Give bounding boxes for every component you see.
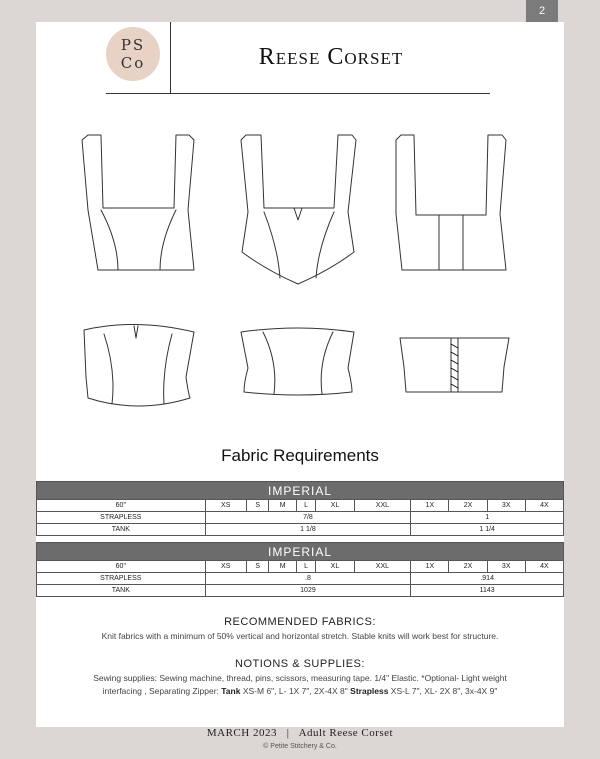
- plus-size-value: .914: [411, 573, 564, 585]
- standard-size-value: 1 1/8: [205, 524, 411, 536]
- copyright-text: © Petite Stitchery & Co.: [263, 743, 337, 750]
- col-header: 60": [37, 500, 206, 512]
- table-row: [37, 585, 564, 597]
- footer-product: Adult Reese Corset: [298, 727, 394, 739]
- notions-line-1: Sewing supplies: Sewing machine, thread, pins, scissors, measuring tape. 1/4" Elastic. *Optional- Light weight: [93, 673, 507, 683]
- col-header: XL: [316, 561, 354, 573]
- fabric-table-2: [36, 542, 564, 597]
- col-header: L: [296, 500, 316, 512]
- tank-front-illustration: [82, 135, 194, 270]
- col-header: S: [246, 500, 269, 512]
- row-label: TANK: [37, 585, 206, 597]
- tank-back-illustration: [241, 135, 356, 284]
- page-title: Reese Corset: [258, 44, 404, 70]
- strapless-zipper-illustration: [400, 338, 509, 392]
- standard-size-value: 1029: [205, 585, 411, 597]
- table-row: [37, 524, 564, 536]
- col-header: 60": [37, 561, 206, 573]
- row-label: TANK: [37, 524, 206, 536]
- logo-line-1: PS: [120, 36, 146, 54]
- strapless-label: Strapless: [350, 686, 389, 696]
- plus-size-value: 1: [411, 512, 564, 524]
- col-header: 4X: [525, 561, 563, 573]
- plus-size-value: 1 1/4: [411, 524, 564, 536]
- col-header: 3X: [487, 561, 525, 573]
- row-label: STRAPLESS: [37, 512, 206, 524]
- col-header: 4X: [525, 500, 563, 512]
- strapless-back-illustration: [241, 328, 354, 395]
- standard-size-value: 7/8: [205, 512, 411, 524]
- col-header: 1X: [411, 561, 449, 573]
- table-row: [37, 573, 564, 585]
- col-header: XS: [205, 561, 246, 573]
- page-number-badge: 2: [526, 0, 558, 22]
- col-header: L: [296, 561, 316, 573]
- col-header: XXL: [354, 500, 411, 512]
- row-label: STRAPLESS: [37, 573, 206, 585]
- col-header: 1X: [411, 500, 449, 512]
- col-header: XS: [205, 500, 246, 512]
- recommended-fabrics-text: Knit fabrics with a minimum of 50% vertical and horizontal stretch. Stable knits will work best for structure.: [101, 631, 499, 641]
- footer-date: MARCH 2023: [206, 727, 277, 739]
- strapless-zipper-sizes: XS-L 7", XL- 2X 8", 3x-4X 9": [388, 686, 498, 696]
- garment-illustrations: [36, 22, 564, 442]
- page-footer: [0, 727, 600, 739]
- table-row: [37, 512, 564, 524]
- recommended-fabrics-heading: RECOMMENDED FABRICS:: [224, 616, 376, 628]
- pattern-page: [36, 22, 564, 727]
- table-header-row: [37, 500, 564, 512]
- fabric-table-1: [36, 481, 564, 536]
- col-header: 2X: [449, 500, 487, 512]
- notions-line-2-intro: interfacing , Separating Zipper:: [102, 686, 222, 696]
- col-header: XXL: [354, 561, 411, 573]
- strapless-front-illustration: [84, 324, 194, 406]
- notions-text: [44, 672, 556, 698]
- fabric-requirements-heading: Fabric Requirements: [221, 446, 379, 465]
- col-header: XL: [316, 500, 354, 512]
- logo-line-2: Co: [120, 54, 146, 72]
- tank-zipper-sizes: XS-M 6", L- 1X 7", 2X-4X 8": [240, 686, 351, 696]
- footer-separator: |: [286, 727, 290, 739]
- notions-heading: NOTIONS & SUPPLIES:: [235, 658, 365, 670]
- standard-size-value: .8: [205, 573, 411, 585]
- col-header: 3X: [487, 500, 525, 512]
- table-system-header: IMPERIAL: [37, 543, 564, 561]
- table-header-row: [37, 561, 564, 573]
- col-header: S: [246, 561, 269, 573]
- col-header: M: [269, 561, 296, 573]
- col-header: M: [269, 500, 296, 512]
- tank-label: Tank: [221, 686, 241, 696]
- table-system-header: IMPERIAL: [37, 482, 564, 500]
- col-header: 2X: [449, 561, 487, 573]
- tank-zipper-illustration: [396, 135, 506, 270]
- plus-size-value: 1143: [411, 585, 564, 597]
